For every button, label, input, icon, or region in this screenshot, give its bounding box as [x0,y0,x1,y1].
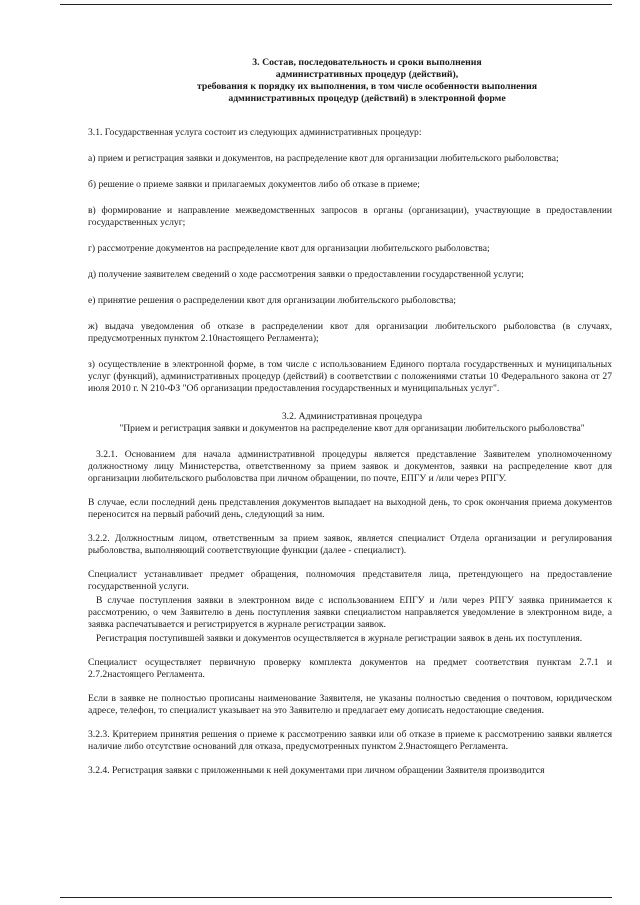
subsection-title [100,411,604,435]
paragraph-incomplete: Если в заявке не полностью прописаны наименование Заявителя, не указаны полностью сведения о почтовом, юридическом адресе, телефон, то специалист указывает на это Заявителю и предлагает ему дописать недостающие сведения. [88,693,612,716]
paragraph-check: Специалист осуществляет первичную проверку комплекта документов на предмет соответствия пунктам 2.7.1 и 2.7.2настоящего Регламента. [88,657,612,680]
list-item-g: г) рассмотрение документов на распределение квот для организации любительского рыболовства; [88,243,490,254]
paragraph-3-1: 3.1. Государственная услуга состоит из следующих административных процедур: [88,127,422,138]
section-title [122,57,612,105]
list-item-d: д) получение заявителем сведений о ходе рассмотрения заявки о предоставлении государственной услуги; [88,269,524,280]
list-item-a: а) прием и регистрация заявки и документов, на распределение квот для организации любительского рыболовства; [88,153,559,164]
list-item-e: е) принятие решения о распределении квот для организации любительского рыболовства; [88,295,456,306]
paragraph-3-2-2: 3.2.2. Должностным лицом, ответственным за прием заявок, является специалист Отдела организации и регулирования рыболовства, выполняющий соответствующие функции (далее - специалист). [88,533,612,556]
paragraph-3-2-1: 3.2.1. Основанием для начала административной процедуры является представление Заявителем уполномоченному должностному лицу Министерства, ответственному за прием заявок и документов, заявки на распределение квот для организации любительского рыболовства при личном обращении, по почте, ЕПГУ и /или через РПГУ. [88,449,612,484]
paragraph-deadline: В случае, если последний день представления документов выпадает на выходной день, то срок окончания приема документов переносится на первый рабочий день, следующий за ним. [88,497,612,520]
section-title-line: административных процедур (действий), [275,69,459,80]
footer-rule [60,897,612,898]
list-item-v: в) формирование и направление межведомственных запросов в органы (организации), участвующие в предоставлении государственных услуг; [88,205,612,228]
section-title-line: административных процедур (действий) в электронной форме [228,93,506,104]
header-rule [60,4,612,5]
subsection-title-line: 3.2. Административная процедура [281,411,423,422]
section-title-line: 3. Состав, последовательность и сроки выполнения [252,57,482,68]
section-title-line: требования к порядку их выполнения, в том числе особенности выполнения [196,81,538,92]
paragraph-electronic: В случае поступления заявки в электронном виде с использованием ЕПГУ и /или через РПГУ заявка принимается к рассмотрению, о чем Заявителю в день поступления заявки специалистом направляется уведомление в электронном виде, а заявка распечатывается и регистрируется в журнале регистрации заявок. [88,595,612,630]
paragraph-3-2-4: 3.2.4. Регистрация заявки с приложенными к ней документами при личном обращении Заявителя производится [88,765,545,776]
list-item-b: б) решение о приеме заявки и прилагаемых документов либо об отказе в приеме; [88,179,420,190]
subsection-title-line: "Прием и регистрация заявки и документов на распределение квот для организации любительского рыболовства" [119,423,585,434]
document-body [88,57,612,777]
paragraph-specialist: Специалист устанавливает предмет обращения, полномочия представителя лица, претендующего на предоставление государственной услуги. [88,569,612,592]
paragraph-3-2-3: 3.2.3. Критерием принятия решения о приеме к рассмотрению заявки или об отказе в приеме к рассмотрению заявки является наличие либо отсутствие оснований для отказа, предусмотренных пунктом 2.9настоящего Регламента. [88,729,612,752]
list-item-z: з) осуществление в электронной форме, в том числе с использованием Единого портала государственных и муниципальных услуг (функций), административных процедур (действий) в соответствии с положениями статьи 10 Федерального закона от 27 июля 2010 г. N 210-ФЗ "Об организации предоставления государственных и муниципальных услуг". [88,359,612,394]
list-item-zh: ж) выдача уведомления об отказе в распределении квот для организации любительского рыболовства (в случаях, предусмотренных пунктом 2.10настоящего Регламента); [88,321,612,344]
paragraph-registration: Регистрация поступившей заявки и документов осуществляется в журнале регистрации заявок в день их поступления. [96,633,583,644]
